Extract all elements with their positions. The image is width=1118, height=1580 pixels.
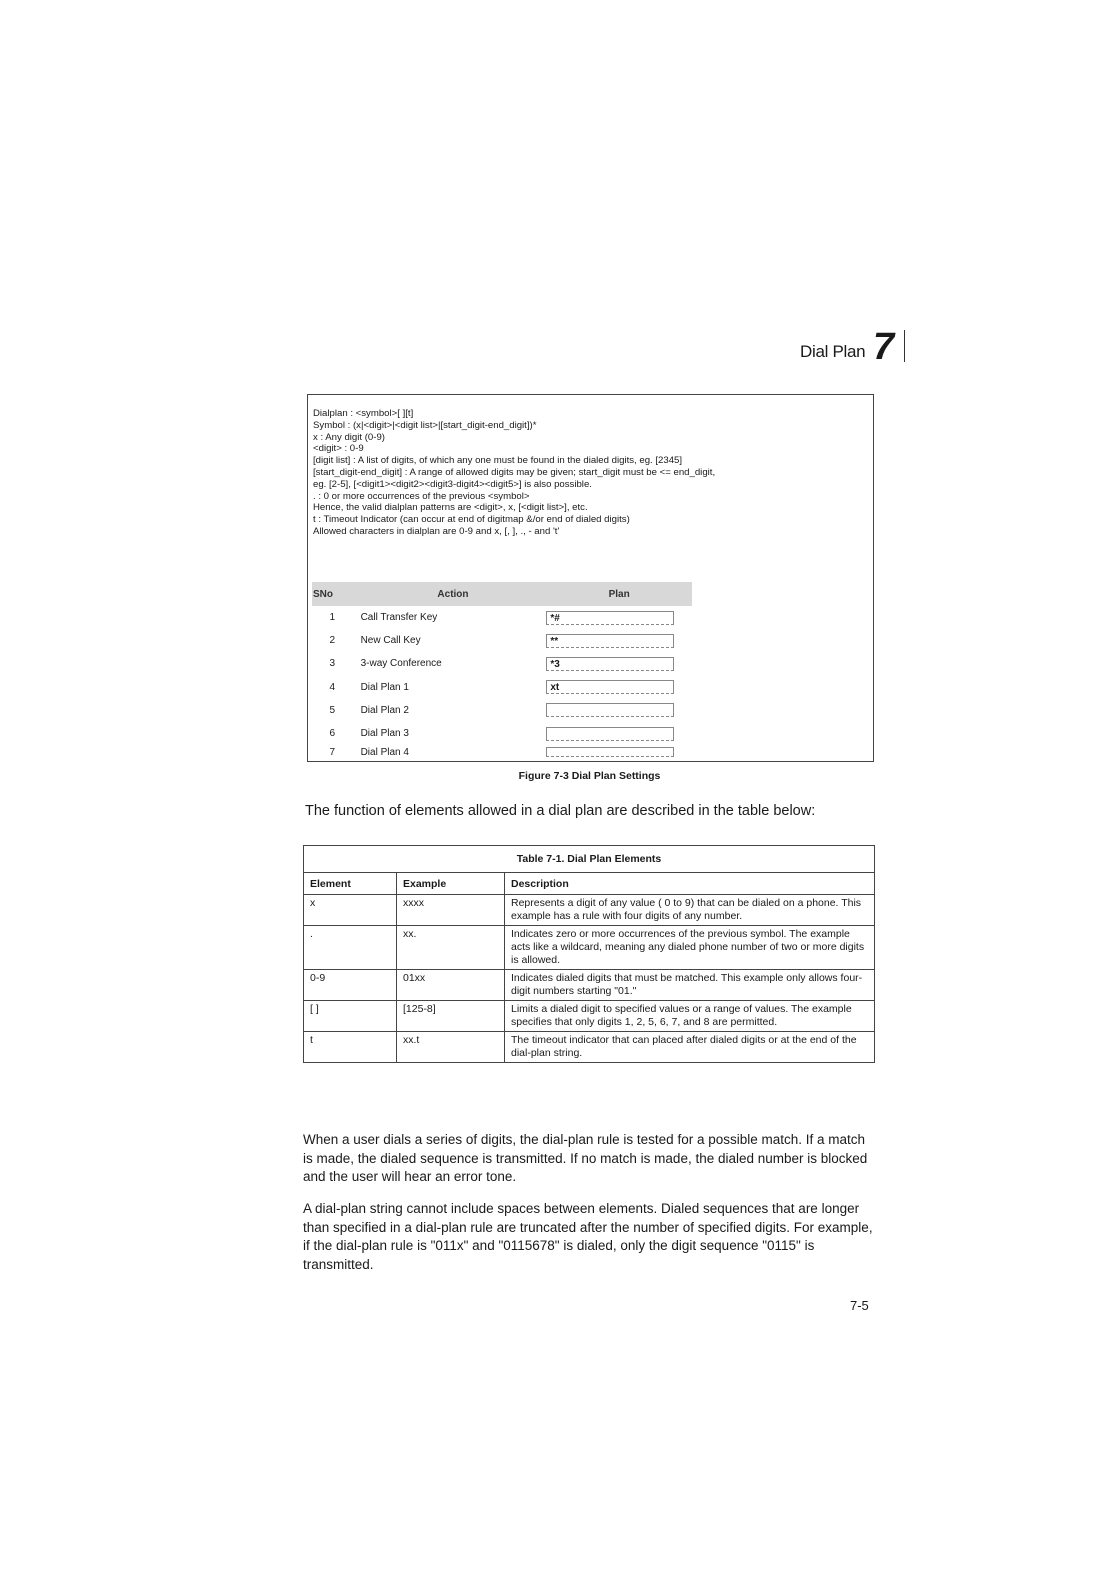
table-row <box>312 699 692 722</box>
plan-input[interactable] <box>546 727 674 741</box>
description-cell: Represents a digit of any value ( 0 to 9) that can be dialed on a phone. This example has a rule with four digits of any number. <box>505 895 875 926</box>
description-cell: Limits a dialed digit to specified values or a range of values. The example specifies that only digits 1, 2, 5, 6, 7, and 8 are permitted. <box>505 1001 875 1032</box>
sno-cell: 7 <box>329 746 336 758</box>
syntax-line: Allowed characters in dialplan are 0-9 and x, [, ], ., - and 't' <box>313 525 560 537</box>
element-cell: 0-9 <box>304 970 397 1001</box>
example-cell: xx.t <box>397 1032 505 1063</box>
plan-input[interactable]: *# <box>546 611 674 625</box>
plan-input[interactable]: *3 <box>546 657 674 671</box>
paragraph-dial-matching: When a user dials a series of digits, the dial-plan rule is tested for a possible match. If a match is made, the dialed sequence is transmitted. If no match is made, the dialed number is blocked and the user will hear an error tone. <box>303 1132 868 1184</box>
syntax-line: [start_digit-end_digit] : A range of allowed digits may be given; start_digit must be <= end_digit, <box>313 466 716 478</box>
col-header-action: Action <box>353 582 547 606</box>
sno-cell: 3 <box>329 658 336 670</box>
paragraph-dial-truncation: A dial-plan string cannot include spaces between elements. Dialed sequences that are longer than specified in a dial-plan rule are truncated after the number of specified digits. For example, if the dial-plan rule is "011x" and "0115678" is dialed, only the digit sequence "0115" is transmitted. <box>303 1201 873 1272</box>
syntax-line: t : Timeout Indicator (can occur at end of digitmap &/or end of dialed digits) <box>313 514 630 526</box>
syntax-line: <digit> : 0-9 <box>313 443 364 455</box>
sno-cell: 6 <box>329 728 336 740</box>
description-cell: Indicates dialed digits that must be matched. This example only allows four-digit numbers starting "01." <box>505 970 875 1001</box>
dial-plan-elements-table <box>303 845 875 1063</box>
description-cell: The timeout indicator that can placed after dialed digits or at the end of the dial-plan string. <box>505 1032 875 1063</box>
intro-sentence: The function of elements allowed in a dial plan are described in the table below: <box>305 803 816 819</box>
action-cell: Dial Plan 2 <box>360 704 409 716</box>
example-cell: 01xx <box>397 970 505 1001</box>
plan-input[interactable] <box>546 747 674 757</box>
dialplan-syntax <box>313 408 868 538</box>
action-cell: Dial Plan 4 <box>360 746 409 758</box>
table-row <box>304 970 875 1001</box>
dialplan-settings-table <box>312 582 692 759</box>
action-cell: 3-way Conference <box>360 658 442 670</box>
col-header-element: Element <box>304 873 397 895</box>
element-cell: t <box>304 1032 397 1063</box>
syntax-line: x : Any digit (0-9) <box>313 431 385 443</box>
sno-cell: 4 <box>329 681 336 693</box>
table-caption: Table 7-1. Dial Plan Elements <box>304 846 875 873</box>
col-header-description: Description <box>505 873 875 895</box>
syntax-line: eg. [2-5], [<digit1><digit2><digit3-digit4><digit5>] is also possible. <box>313 478 592 490</box>
syntax-line: Dialplan : <symbol>[ ][t] <box>313 408 414 419</box>
plan-input[interactable]: ** <box>546 634 674 648</box>
action-cell: Call Transfer Key <box>360 612 438 624</box>
figure-caption: Figure 7-3 Dial Plan Settings <box>518 770 661 782</box>
element-cell: . <box>304 926 397 970</box>
col-header-sno: SNo <box>312 582 353 606</box>
syntax-line: . : 0 or more occurrences of the previous <symbol> <box>313 490 530 502</box>
table-row <box>304 1001 875 1032</box>
table-row <box>304 895 875 926</box>
action-cell: Dial Plan 3 <box>360 728 409 740</box>
example-cell: xxxx <box>397 895 505 926</box>
description-cell: Indicates zero or more occurrences of the previous symbol. The example acts like a wildcard, meaning any dialed phone number of two or more digits is allowed. <box>505 926 875 970</box>
table-row <box>312 676 692 699</box>
table-row <box>304 1032 875 1063</box>
col-header-example: Example <box>397 873 505 895</box>
element-cell: x <box>304 895 397 926</box>
plan-input[interactable]: xt <box>546 680 674 694</box>
header-divider <box>904 330 905 362</box>
col-header-plan: Plan <box>546 582 692 606</box>
sno-cell: 1 <box>329 612 336 624</box>
chapter-number: 7 <box>873 326 895 368</box>
syntax-line: [digit list] : A list of digits, of which any one must be found in the dialed digits, eg. [2345] <box>313 455 683 467</box>
table-row <box>312 722 692 745</box>
syntax-line: Symbol : (x|<digit>|<digit list>|[start_digit-end_digit])* <box>313 419 537 431</box>
table-row <box>312 606 692 629</box>
page-header-title: Dial Plan <box>800 342 866 361</box>
table-row <box>312 652 692 675</box>
syntax-line: Hence, the valid dialplan patterns are <digit>, x, [<digit list>], etc. <box>313 502 588 514</box>
table-row <box>312 745 692 759</box>
page-number: 7-5 <box>850 1298 869 1313</box>
table-row <box>304 926 875 970</box>
action-cell: Dial Plan 1 <box>360 681 409 693</box>
table-row <box>312 629 692 652</box>
element-cell: [ ] <box>304 1001 397 1032</box>
action-cell: New Call Key <box>360 635 421 647</box>
sno-cell: 2 <box>329 635 336 647</box>
example-cell: xx. <box>397 926 505 970</box>
example-cell: [125-8] <box>397 1001 505 1032</box>
plan-input[interactable] <box>546 703 674 717</box>
sno-cell: 5 <box>329 704 336 716</box>
